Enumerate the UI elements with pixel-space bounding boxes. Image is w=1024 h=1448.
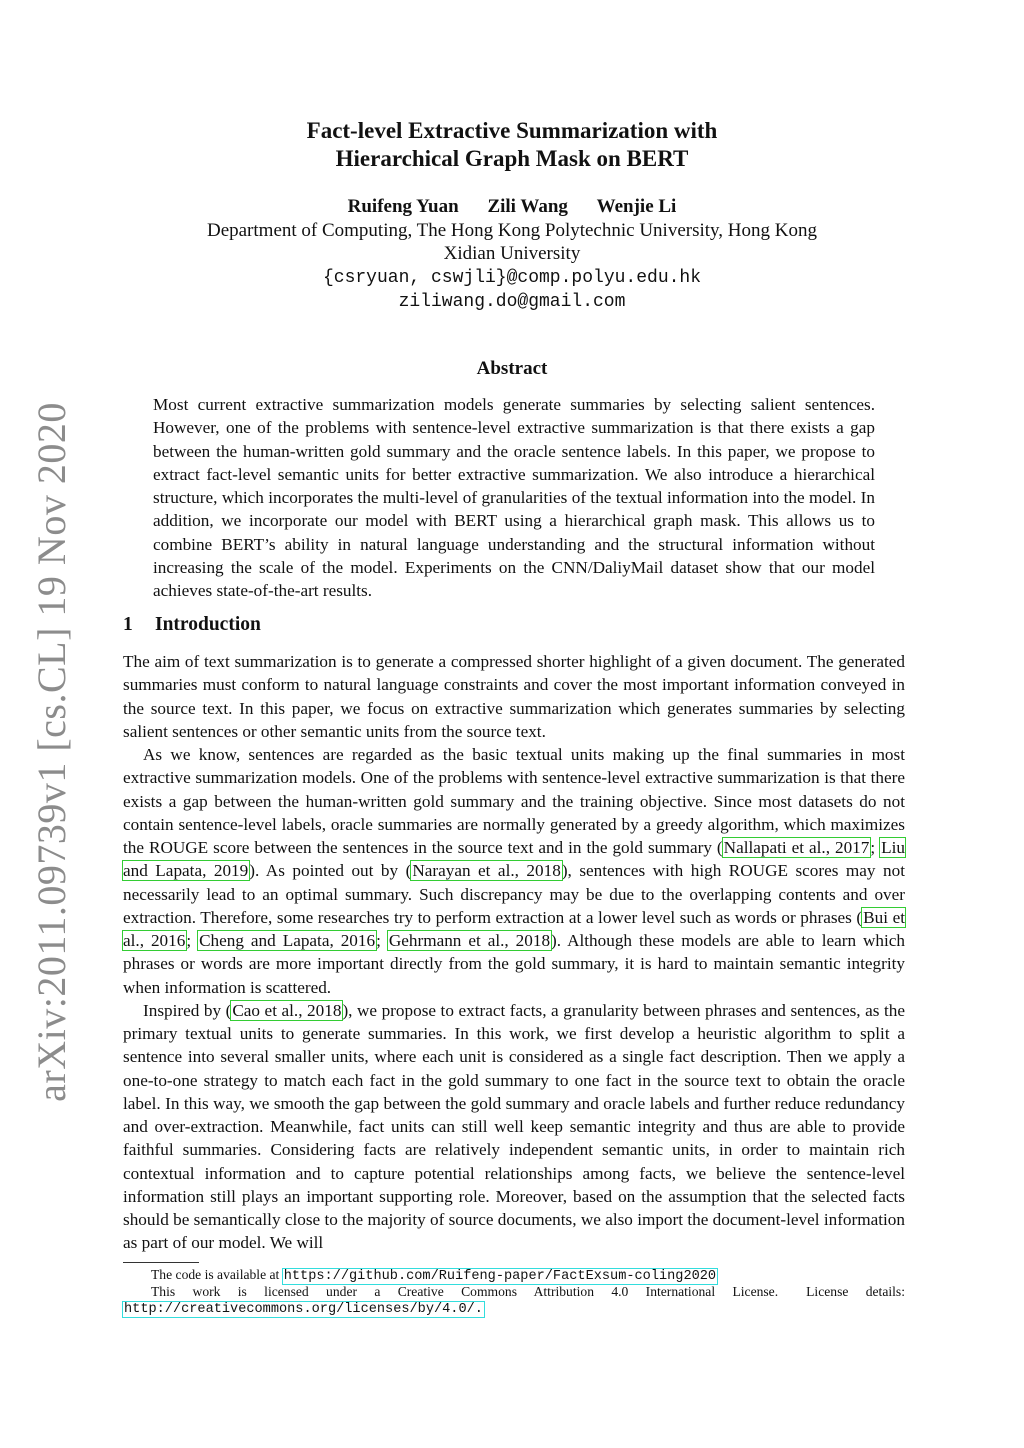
paper-title-line-2: Hierarchical Graph Mask on BERT [335,146,689,171]
citation-link[interactable]: Cao et al., 2018 [232,1000,342,1020]
paragraph: Inspired by (Cao et al., 2018), we propose to extract facts, a granularity between phrases and sentences, as the primary textual units to generate summaries. In this work, we first develop a heuristic algorithm to split a sentence into several smaller units, where each unit is considered as a single fact description. Then we apply a one-to-one strategy to match each fact in the gold summary to one fact in the source text to obtain the oracle label. In this way, we smooth the gap between the gold summary and oracle labels and further reduce redundancy and over-extraction. Meanwhile, fact units can still well keep semantic integrity and thus are able to provide faithful summaries. Considering facts are relatively independent semantic units, in order to maintain rich contextual information and to capture potential relationships among facts, we believe the sentence-level information still plays an important supporting role. Moreover, based on the assumption that the selected facts should be semantically close to the majority of source documents, we also import the document-level information as part of our model. We will [123,1000,906,1253]
body-text [123,650,905,1255]
affiliation-line-2: Xidian University [443,243,581,264]
email-line-2: ziliwang.do@gmail.com [398,292,626,312]
author-name: Ruifeng Yuan [347,196,459,217]
license-url-link[interactable]: http://creativecommons.org/licenses/by/4.0/. [124,1301,483,1317]
author-name: Zili Wang [487,196,568,217]
abstract-heading: Abstract [476,358,548,379]
footnote-divider [123,1262,199,1263]
paragraph: The aim of text summarization is to generate a compressed shorter highlight of a given document. The generated summaries must conform to natural language constraints and cover the most important information conveyed in the source text. In this paper, we focus on extractive summarization which generates summaries by selecting salient sentences or other semantic units from the source text. [123,652,905,741]
email-line-1: {csryuan, cswjli}@comp.polyu.edu.hk [322,268,702,288]
abstract-text: Most current extractive summarization models generate summaries by selecting salient sentences. However, one of the problems with sentence-level extractive summarization is that there exists a gap between the human-written gold summary and the oracle sentence labels. In this paper, we propose to extract fact-level semantic units for better extractive summarization. We also introduce a hierarchical structure, which incorporates the multi-level of granularities of the textual information into the model. In addition, we incorporate our model with BERT using a hierarchical graph mask. This allows us to combine BERT’s ability in natural language understanding and the structural information without increasing the scale of the model. Experiments on the CNN/DaliyMail dataset show that our model achieves state-of-the-art results. [153,395,875,601]
citation-link[interactable]: Nallapati et al., 2017 [723,838,870,857]
section-heading [123,614,261,636]
paper-title-line-1: Fact-level Extractive Summarization with [306,118,718,143]
citation-link[interactable]: Cheng and Lapata, 2016 [199,931,376,950]
code-url-link[interactable]: https://github.com/Ruifeng-paper/FactExsum-coling2020 [283,1269,717,1284]
author-name: Wenjie Li [596,196,677,217]
citation-link[interactable]: Gehrmann et al., 2018 [388,931,551,950]
arxiv-side-label: arXiv:2011.09739v1 [cs.CL] 19 Nov 2020 [29,402,74,1102]
paragraph: As we know, sentences are regarded as the basic textual units making up the final summaries in most extractive summarization models. One of the problems with sentence-level extractive summarization is that there exists a gap between the human-written gold summary and the training objective. Since most datasets do not contain sentence-level labels, oracle summaries are normally generated by a greedy algorithm, which maximizes the ROUGE score between the sentences in the source text and in the gold summary (Nallapati et al., 2017; Liu and Lapata, 2019). As pointed out by (Narayan et al., 2018), sentences with high ROUGE scores may not necessarily lead to an optimal summary. Such discrepancy may be due to the overlapping contents and over extraction. Therefore, some researches try to perform extraction at a lower level such as words or phrases (Bui et al., 2016; Cheng and Lapata, 2016; Gehrmann et al., 2018). Although these models are able to learn which phrases or words are more important directly from the gold summary, it is hard to maintain semantic integrity when information is scattered. [123,745,906,997]
citation-link[interactable]: Liu and Lapata, 2019 [123,838,905,881]
section-number: 1 [123,614,133,635]
citation-link[interactable]: Narayan et al., 2018 [412,861,561,881]
footnote-license: This work is licensed under a Creative Commons Attribution 4.0 International License. License details: http://creativecommons.org/licenses/by/4.0/. [124,1284,905,1317]
footnote-code: The code is available at https://github.com/Ruifeng-paper/FactExsum-coling2020 [151,1267,717,1284]
citation-link[interactable]: Bui et al., 2016 [123,907,905,950]
section-title: Introduction [155,614,261,635]
author-list [0,196,1024,218]
affiliation-line-1: Department of Computing, The Hong Kong Polytechnic University, Hong Kong [206,220,818,241]
